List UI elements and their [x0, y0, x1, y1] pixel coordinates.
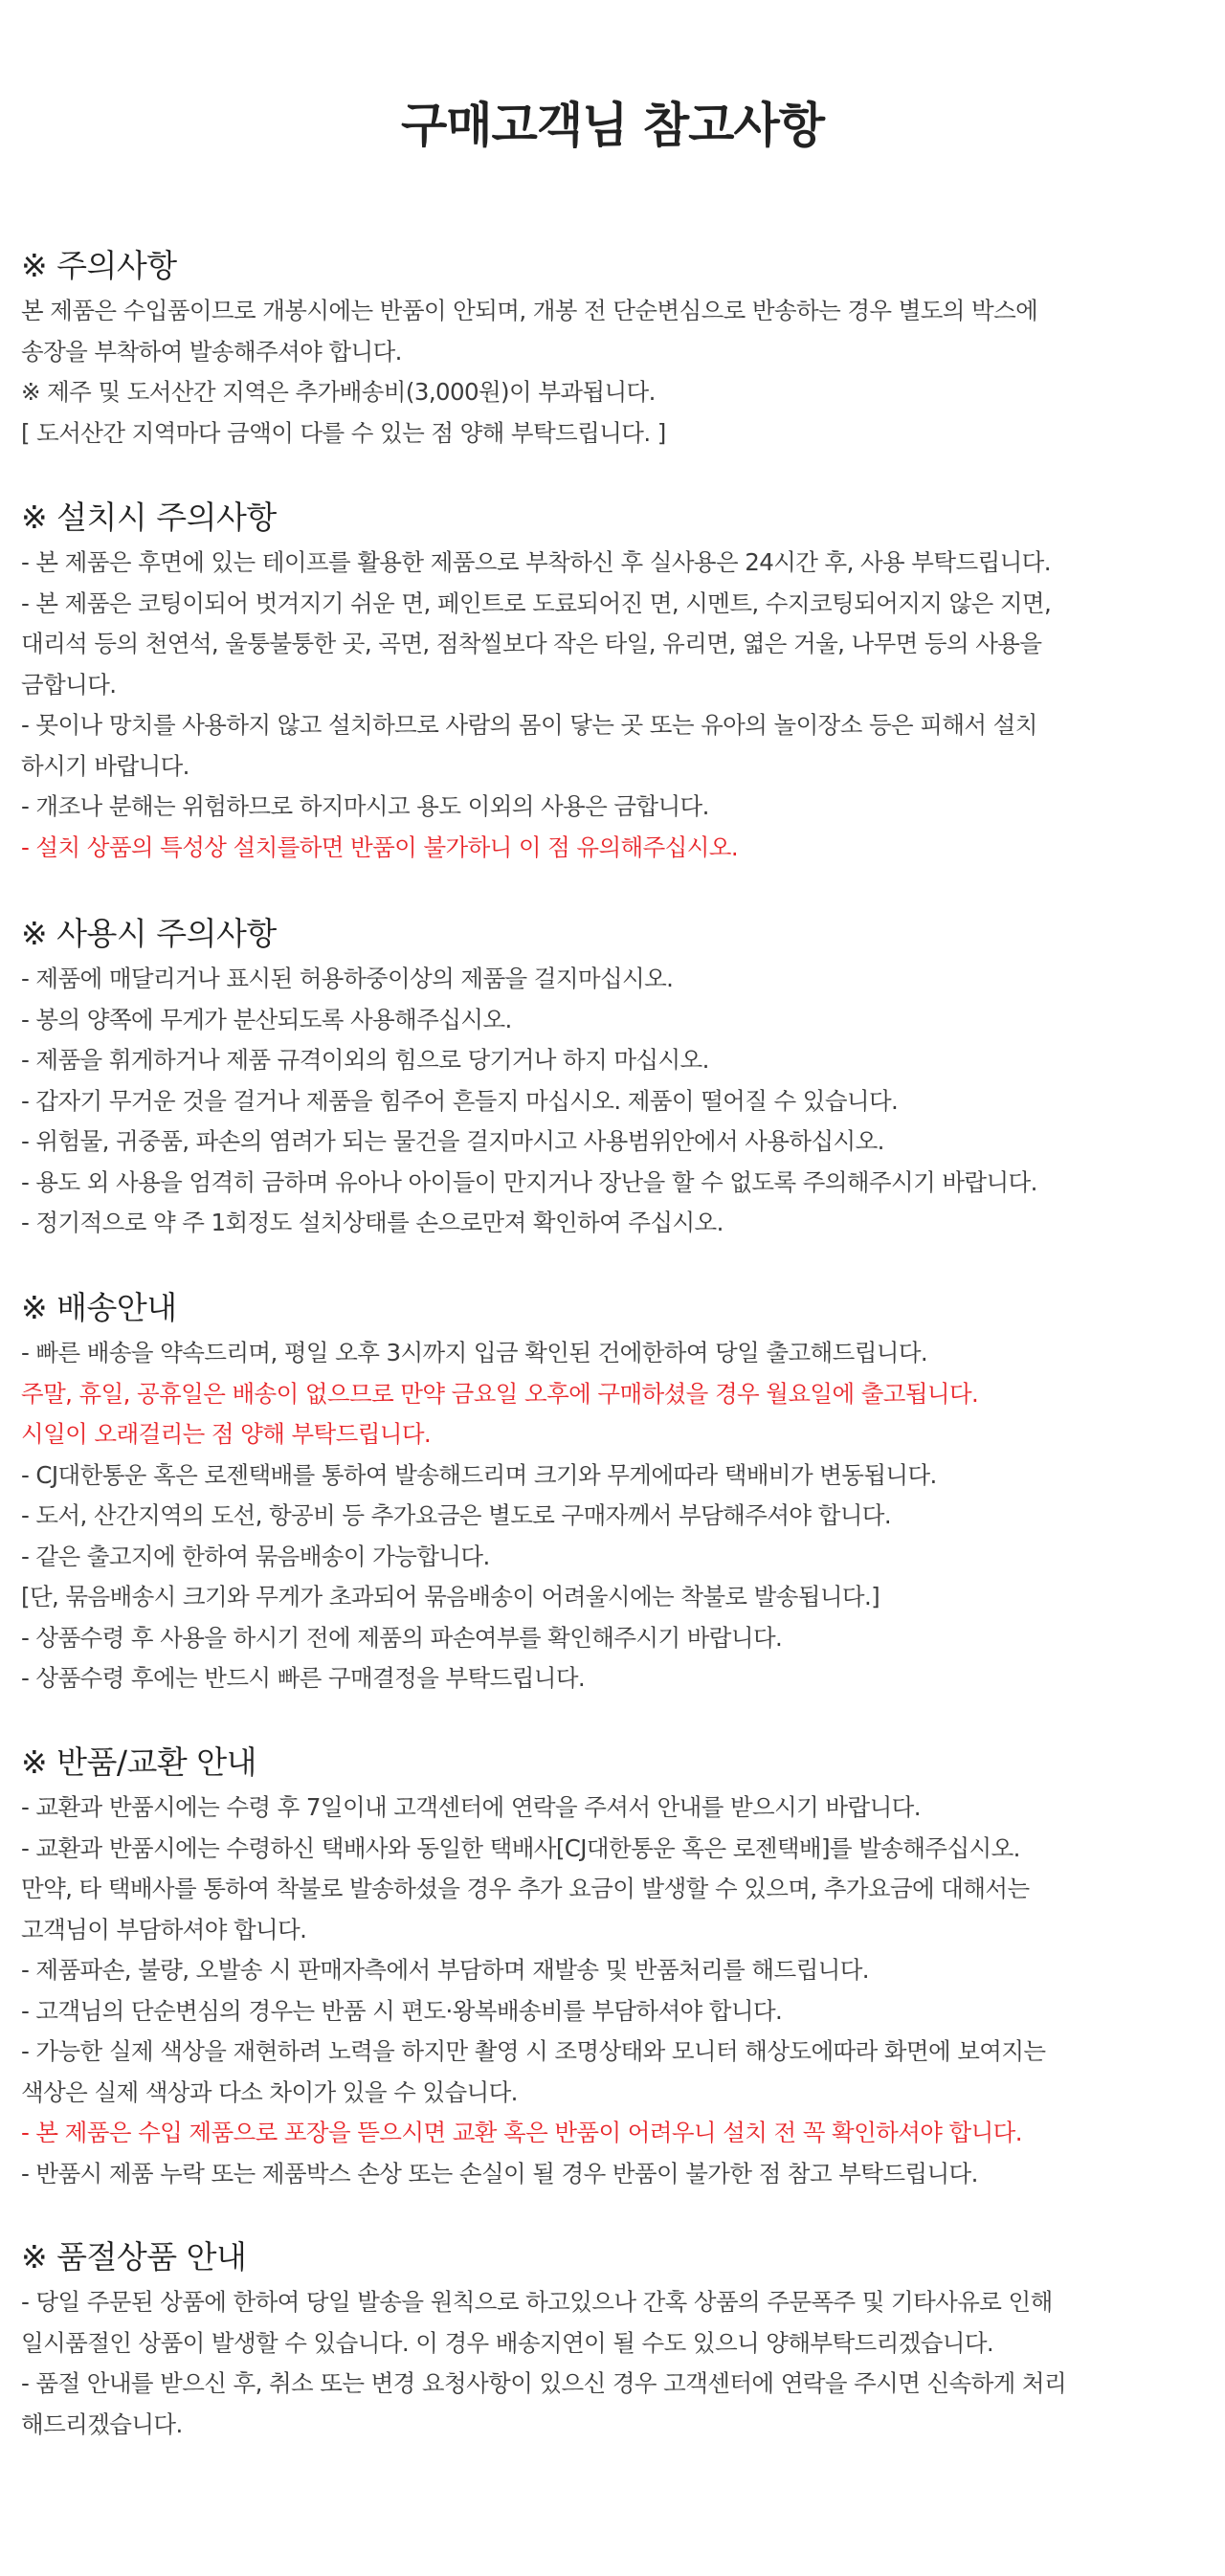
section-heading-soldout: ※ 품절상품 안내: [21, 2238, 247, 2276]
section-caution: [21, 243, 1208, 454]
caution-line: 본 제품은 수입품이므로 개봉시에는 반품이 안되며, 개봉 전 단순변심으로 반송하는 경우 별도의 박스에: [21, 297, 1038, 324]
shipping-line: - 상품수령 후에는 반드시 빠른 구매결정을 부탁드립니다.: [21, 1664, 586, 1692]
install-warning-line: - 설치 상품의 특성상 설치를하면 반품이 불가하니 이 점 유의해주십시오.: [21, 833, 739, 861]
section-usage-caution: [21, 911, 1208, 1244]
install-line: 금합니다.: [21, 670, 117, 699]
section-heading-install: ※ 설치시 주의사항: [21, 499, 277, 536]
return-line: 고객님이 부담하셔야 합니다.: [21, 1915, 307, 1943]
return-line: - 교환과 반품시에는 수령 후 7일이내 고객센터에 연락을 주셔서 안내를 받으시기 바랍니다.: [21, 1793, 921, 1821]
return-line: 만약, 타 택배사를 통하여 착불로 발송하셨을 경우 추가 요금이 발생할 수 있으며, 추가요금에 대해서는: [21, 1875, 1030, 1902]
usage-line: - 제품에 매달리거나 표시된 허용하중이상의 제품을 걸지마십시오.: [21, 965, 674, 992]
return-line: - 교환과 반품시에는 수령하신 택배사와 동일한 택배사[CJ대한통운 혹은 로젠택배]를 발송해주십시오.: [21, 1833, 1020, 1862]
return-line: - 가능한 실제 색상을 재현하려 노력을 하지만 촬영 시 조명상태와 모니터 해상도에따라 화면에 보여지는: [21, 2037, 1046, 2065]
usage-line: - 봉의 양쪽에 무게가 분산되도록 사용해주십시오.: [21, 1005, 512, 1033]
section-install-caution: [21, 495, 1208, 868]
section-heading-return: ※ 반품/교환 안내: [21, 1743, 257, 1781]
install-line: 대리석 등의 천연석, 울퉁불퉁한 곳, 곡면, 점착씰보다 작은 타일, 유리면, 엷은 거울, 나무면 등의 사용을: [21, 630, 1042, 657]
section-heading-caution: ※ 주의사항: [21, 247, 177, 284]
usage-line: - 용도 외 사용을 엄격히 금하며 유아나 아이들이 만지거나 장난을 할 수 없도록 주의해주시기 바랍니다.: [21, 1167, 1037, 1196]
soldout-line: 일시품절인 상품이 발생할 수 있습니다. 이 경우 배송지연이 될 수도 있으니 양해부탁드리겠습니다.: [21, 2328, 994, 2357]
shipping-line: - 도서, 산간지역의 도선, 항공비 등 추가요금은 별도로 구매자께서 부담해주셔야 합니다.: [21, 1501, 892, 1529]
soldout-line: 해드리겠습니다.: [21, 2409, 183, 2438]
return-line: 색상은 실제 색상과 다소 차이가 있을 수 있습니다.: [21, 2077, 518, 2106]
section-return-exchange: [21, 1740, 1208, 2194]
caution-line: [ 도서산간 지역마다 금액이 다를 수 있는 점 양해 부탁드립니다. ]: [21, 418, 666, 447]
usage-line: - 위험물, 귀중품, 파손의 염려가 되는 물건을 걸지마시고 사용범위안에서 사용하십시오.: [21, 1127, 884, 1155]
return-warning-line: - 본 제품은 수입 제품으로 포장을 뜯으시면 교환 혹은 반품이 어려우니 설치 전 꼭 확인하셔야 합니다.: [21, 2119, 1022, 2146]
usage-line: - 갑자기 무거운 것을 걸거나 제품을 힘주어 흔들지 마십시오. 제품이 떨어질 수 있습니다.: [21, 1086, 899, 1115]
section-soldout: [21, 2234, 1208, 2445]
caution-line: 송장을 부착하여 발송해주셔야 합니다.: [21, 337, 402, 366]
install-line: - 본 제품은 후면에 있는 테이프를 활용한 제품으로 부착하신 후 실사용은 24시간 후, 사용 부탁드립니다.: [21, 548, 1051, 576]
soldout-line: - 품절 안내를 받으신 후, 취소 또는 변경 요청사항이 있으신 경우 고객센터에 연락을 주시면 신속하게 처리: [21, 2369, 1067, 2397]
install-line: - 본 제품은 코팅이되어 벗겨지기 쉬운 면, 페인트로 도료되어진 면, 시멘트, 수지코팅되어지지 않은 지면,: [21, 588, 1052, 617]
install-line: - 못이나 망치를 사용하지 않고 설치하므로 사람의 몸이 닿는 곳 또는 유아의 놀이장소 등은 피해서 설치: [21, 711, 1037, 739]
install-line: 하시기 바랍니다.: [21, 751, 189, 780]
caution-line: ※ 제주 및 도서산간 지역은 추가배송비(3,000원)이 부과됩니다.: [21, 378, 656, 406]
shipping-line: [단, 묶음배송시 크기와 무게가 초과되어 묶음배송이 어려울시에는 착불로 발송됩니다.]: [21, 1583, 880, 1610]
return-line: - 반품시 제품 누락 또는 제품박스 손상 또는 손실이 될 경우 반품이 불가한 점 참고 부탁드립니다.: [21, 2159, 978, 2187]
section-heading-usage: ※ 사용시 주의사항: [21, 915, 277, 952]
shipping-line: - 빠른 배송을 약속드리며, 평일 오후 3시까지 입금 확인된 건에한하여 당일 출고해드립니다.: [21, 1339, 928, 1366]
shipping-warning-line: 주말, 휴일, 공휴일은 배송이 없으므로 만약 금요일 오후에 구매하셨을 경우 월요일에 출고됩니다.: [21, 1379, 979, 1408]
shipping-warning-line: 시일이 오래걸리는 점 양해 부탁드립니다.: [21, 1420, 432, 1448]
section-heading-shipping: ※ 배송안내: [21, 1289, 177, 1326]
shipping-line: - 같은 출고지에 한하여 묶음배송이 가능합니다.: [21, 1542, 490, 1570]
return-line: - 제품파손, 불량, 오발송 시 판매자측에서 부담하며 재발송 및 반품처리를 해드립니다.: [21, 1956, 869, 1984]
shipping-line: - 상품수령 후 사용을 하시기 전에 제품의 파손여부를 확인해주시기 바랍니다.: [21, 1623, 783, 1652]
soldout-line: - 당일 주문된 상품에 한하여 당일 발송을 원칙으로 하고있으나 간혹 상품의 주문폭주 및 기타사유로 인해: [21, 2288, 1053, 2316]
page-title: 구매고객님 참고사항: [400, 98, 825, 153]
install-line: - 개조나 분해는 위험하므로 하지마시고 용도 이외의 사용은 금합니다.: [21, 792, 709, 820]
shipping-line: - CJ대한통운 혹은 로젠택배를 통하여 발송해드리며 크기와 무게에따라 택배비가 변동됩니다.: [21, 1460, 937, 1489]
section-shipping: [21, 1285, 1208, 1699]
usage-line: - 정기적으로 약 주 1회정도 설치상태를 손으로만져 확인하여 주십시오.: [21, 1209, 724, 1236]
usage-line: - 제품을 휘게하거나 제품 규격이외의 힘으로 당기거나 하지 마십시오.: [21, 1046, 709, 1074]
return-line: - 고객님의 단순변심의 경우는 반품 시 편도·왕복배송비를 부담하셔야 합니다.: [21, 1996, 783, 2025]
